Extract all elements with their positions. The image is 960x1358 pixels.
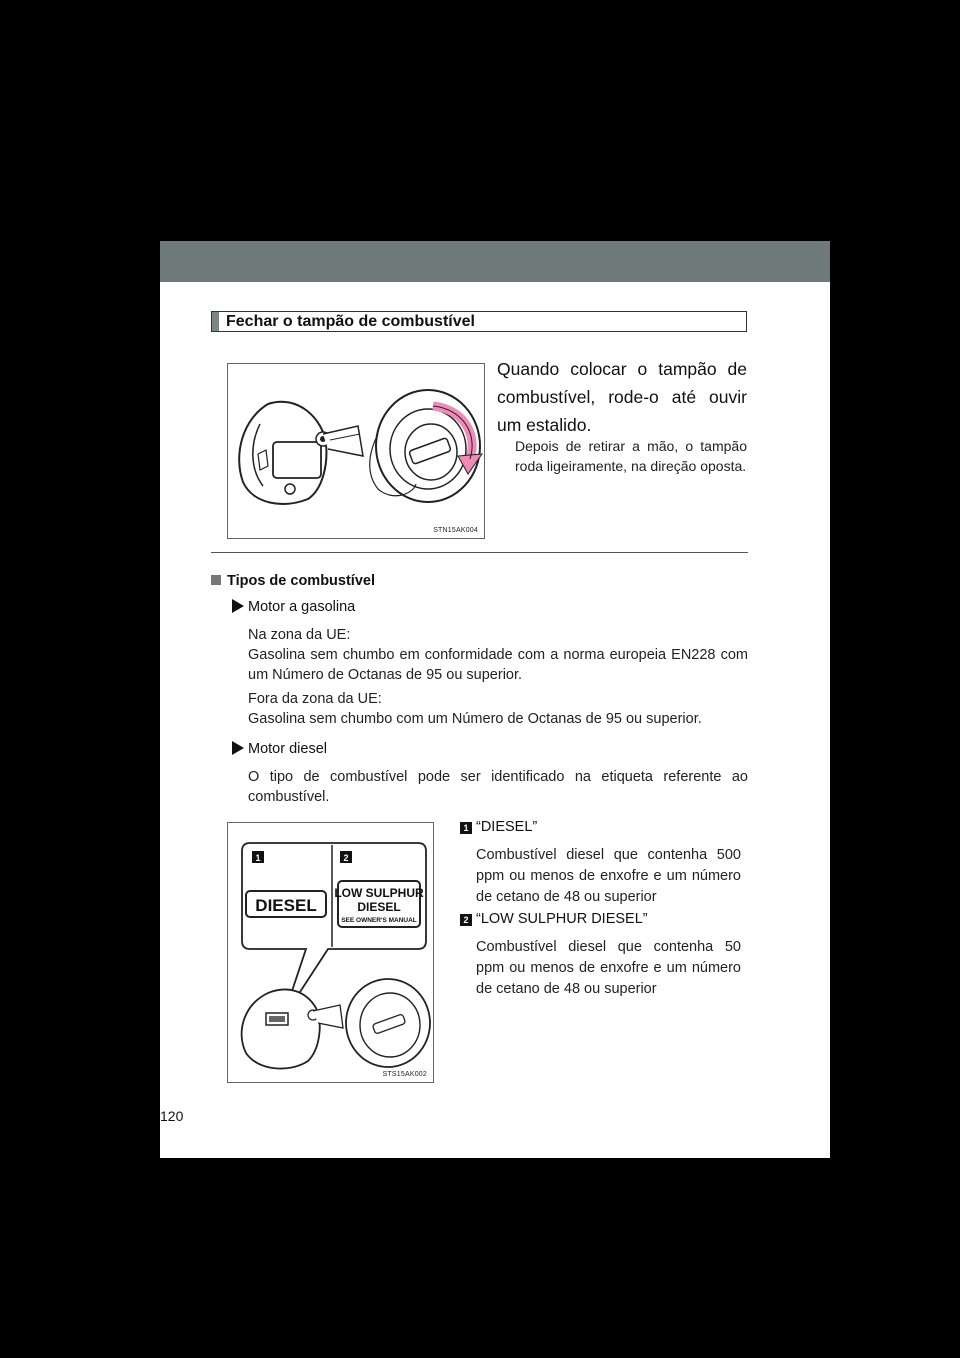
low-sulphur-line1: LOW SULPHUR <box>334 886 424 900</box>
gasoline-eu-title: Na zona da UE: <box>248 627 351 643</box>
diesel-paragraph: O tipo de combustível pode ser identificado na etiqueta referente ao combustível. <box>248 769 748 805</box>
number-badge: 2 <box>460 914 472 926</box>
item-2-title-text: “LOW SULPHUR DIESEL” <box>476 911 648 927</box>
section-title: Fechar o tampão de combustível <box>226 313 475 330</box>
fuel-label-figure <box>227 822 434 1083</box>
note-text: Depois de retirar a mão, o tampão roda ligeiramente, na direção oposta. <box>515 438 747 474</box>
figure-code: STS15AK002 <box>382 1071 427 1078</box>
gasoline-heading <box>232 599 355 615</box>
square-bullet-icon <box>211 575 221 585</box>
topic-heading <box>211 573 375 589</box>
diesel-heading <box>232 741 327 757</box>
divider <box>211 552 748 553</box>
triangle-arrow-icon <box>232 599 244 613</box>
item-1-title-text: “DIESEL” <box>476 819 538 835</box>
badge-2: 2 <box>343 853 349 863</box>
fuel-cap-figure <box>227 363 485 539</box>
item-2-body: Combustível diesel que contenha 50 ppm ou menos de enxofre e um número de cetano de 48 ou superior <box>476 939 741 997</box>
low-sulphur-line3: SEE OWNER'S MANUAL <box>341 917 417 924</box>
gasoline-eu-paragraph <box>248 625 748 685</box>
diesel-label-text: DIESEL <box>255 896 317 915</box>
fuel-cap-illustration <box>228 364 484 538</box>
intro-text: Quando colocar o tampão de combustível, rode-o até ouvir um estalido. <box>497 359 747 435</box>
number-badge: 1 <box>460 822 472 834</box>
figure-code: STN15AK004 <box>433 527 478 534</box>
diesel-label: Motor diesel <box>248 741 327 757</box>
page-number: 120 <box>160 1108 184 1124</box>
gasoline-noneu-title: Fora da zona da UE: <box>248 691 382 707</box>
triangle-arrow-icon <box>232 741 244 755</box>
item-1-body: Combustível diesel que contenha 500 ppm ou menos de enxofre e um número de cetano de 48 ou superior <box>476 847 741 905</box>
badge-1: 1 <box>255 853 261 863</box>
section-header-accent <box>212 312 219 331</box>
gasoline-noneu-text: Gasolina sem chumbo com um Número de Octanas de 95 ou superior. <box>248 711 702 727</box>
section-header <box>211 311 747 332</box>
topic-heading-label: Tipos de combustível <box>227 573 375 589</box>
fuel-label-illustration <box>228 823 433 1082</box>
gasoline-eu-text: Gasolina sem chumbo em conformidade com a norma europeia EN228 com um Número de Octanas de 95 ou superior. <box>248 647 748 683</box>
gasoline-label: Motor a gasolina <box>248 599 356 615</box>
low-sulphur-line2: DIESEL <box>357 900 401 914</box>
manual-page <box>160 241 830 1158</box>
gasoline-noneu-paragraph <box>248 689 748 729</box>
page-header-bar <box>160 241 830 282</box>
